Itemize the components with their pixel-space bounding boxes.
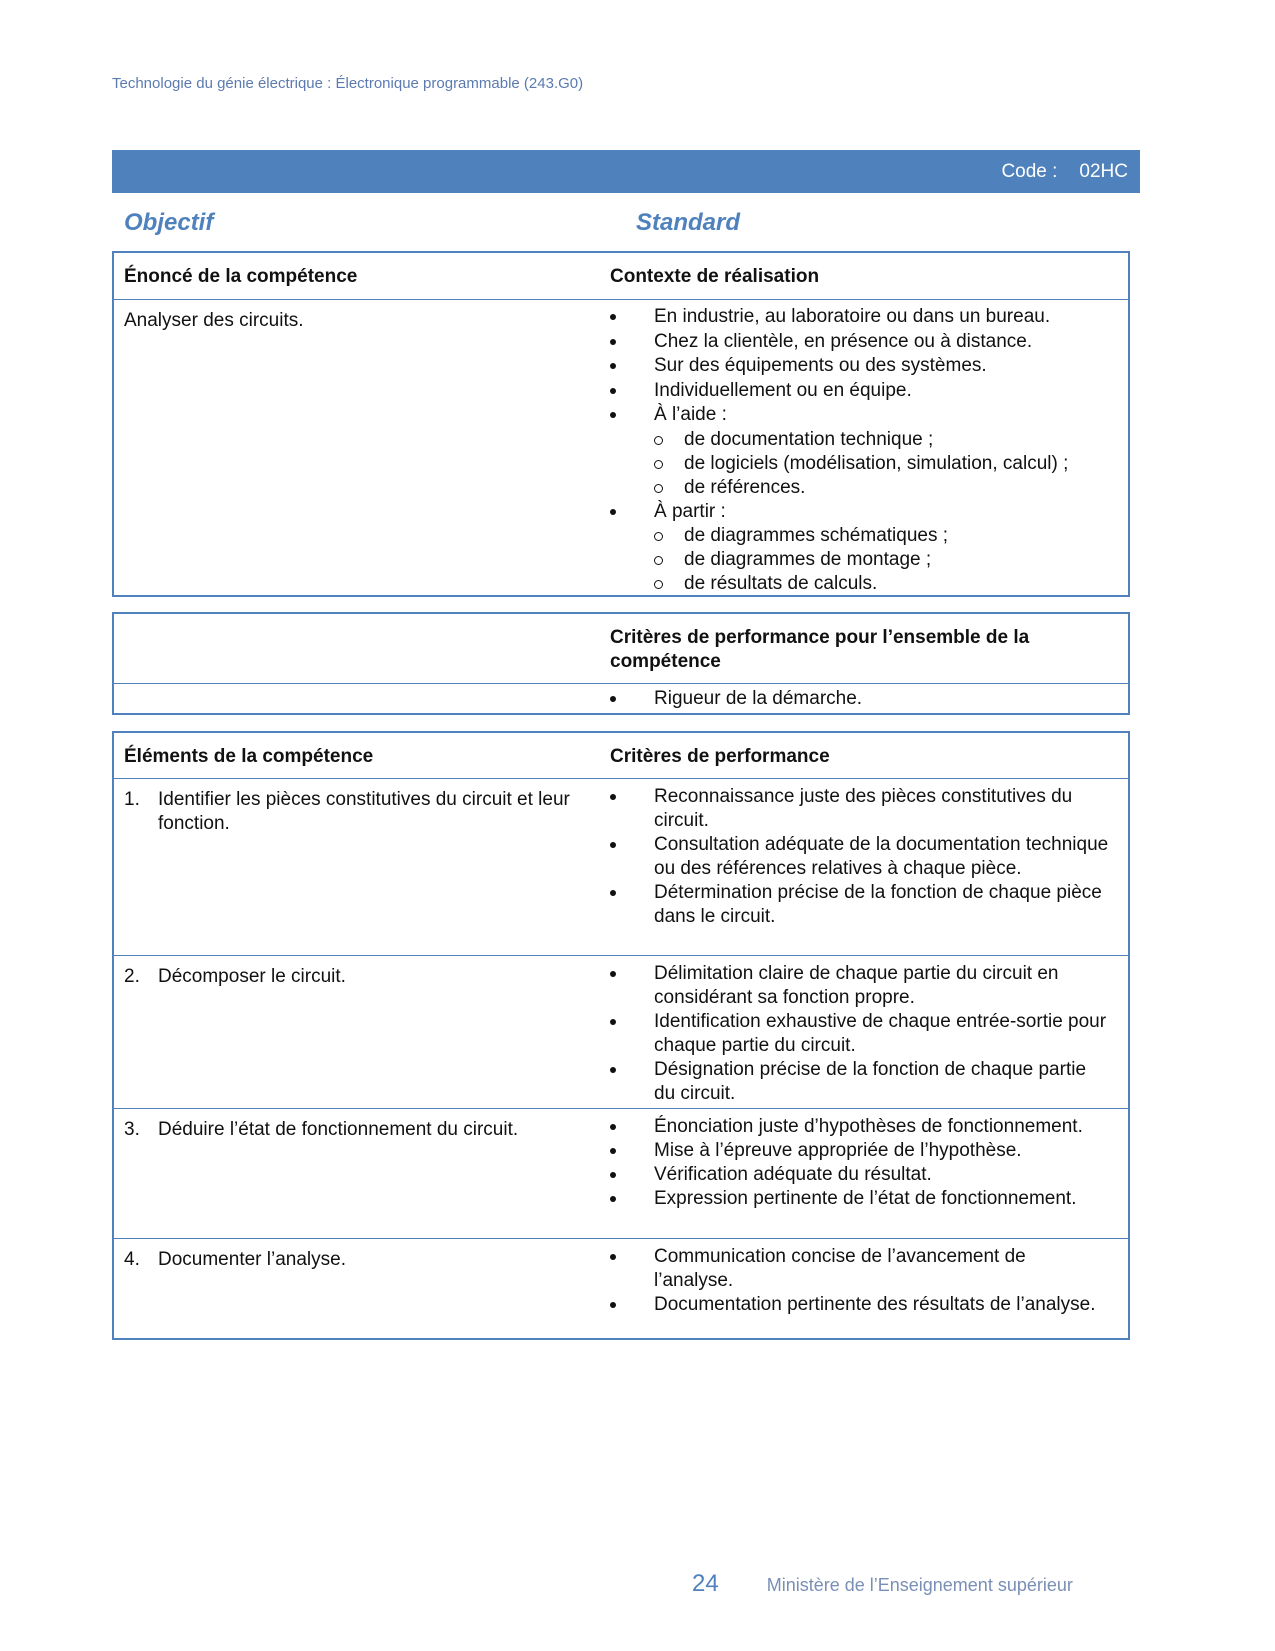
list-item: À partir : de diagrammes schématiques ; de diagrammes de montage ; de résultats de calculs. bbox=[610, 500, 1110, 597]
overall-criteria-list bbox=[610, 687, 1110, 712]
bullet-icon bbox=[610, 1067, 616, 1073]
list-item: Détermination précise de la fonction de chaque pièce dans le circuit. bbox=[610, 881, 1110, 929]
bullet-icon bbox=[610, 1172, 616, 1178]
list-item: Rigueur de la démarche. bbox=[610, 687, 1110, 712]
competence-statement-table bbox=[112, 251, 1130, 597]
context-sublist-aide bbox=[654, 428, 1110, 500]
list-item: Individuellement ou en équipe. bbox=[610, 379, 1110, 404]
list-item: Expression pertinente de l’état de fonctionnement. bbox=[610, 1187, 1110, 1211]
table-row bbox=[114, 956, 1128, 1109]
circle-bullet-icon bbox=[654, 532, 663, 541]
sub-list-item: de documentation technique ; bbox=[654, 428, 1110, 452]
element-text: 4. Documenter l’analyse. bbox=[124, 1249, 346, 1270]
bullet-icon bbox=[610, 842, 616, 848]
sub-list-item: de références. bbox=[654, 476, 1110, 500]
element-text: 3. Déduire l’état de fonctionnement du circuit. bbox=[124, 1119, 519, 1140]
elements-table-header bbox=[114, 733, 1128, 779]
circle-bullet-icon bbox=[654, 580, 663, 589]
bullet-icon bbox=[610, 971, 616, 977]
bullet-icon bbox=[610, 1124, 616, 1130]
bullet-icon bbox=[610, 339, 616, 345]
sub-list-item: de logiciels (modélisation, simulation, calcul) ; bbox=[654, 452, 1110, 476]
criteria-list bbox=[610, 785, 1110, 929]
table-row bbox=[114, 1109, 1128, 1239]
list-item: Vérification adéquate du résultat. bbox=[610, 1163, 1110, 1187]
list-item: Délimitation claire de chaque partie du circuit en considérant sa fonction propre. bbox=[610, 962, 1110, 1010]
competence-statement: Analyser des circuits. bbox=[124, 310, 304, 331]
list-item: Documentation pertinente des résultats de l’analyse. bbox=[610, 1293, 1110, 1317]
objective-heading: Objectif bbox=[124, 209, 214, 236]
document-header-title: Technologie du génie électrique : Électronique programmable (243.G0) bbox=[112, 75, 584, 92]
standard-heading: Standard bbox=[636, 209, 741, 236]
list-item: Reconnaissance juste des pièces constitutives du circuit. bbox=[610, 785, 1110, 833]
ministry-name: Ministère de l’Enseignement supérieur bbox=[766, 1575, 1073, 1595]
list-item: Communication concise de l’avancement de l’analyse. bbox=[610, 1245, 1110, 1293]
list-item: Désignation précise de la fonction de chaque partie du circuit. bbox=[610, 1058, 1110, 1106]
overall-criteria-title: Critères de performance pour l’ensemble de la compétence bbox=[610, 627, 1030, 672]
list-item: À l’aide : de documentation technique ; de logiciels (modélisation, simulation, calcul) ; de références. bbox=[610, 403, 1110, 500]
sub-list-item: de résultats de calculs. bbox=[654, 572, 1110, 596]
list-item: Consultation adéquate de la documentation technique ou des références relatives à chaque pièce. bbox=[610, 833, 1110, 881]
elements-header: Éléments de la compétence bbox=[124, 746, 374, 767]
overall-criteria-table bbox=[112, 612, 1130, 715]
bullet-icon bbox=[610, 1196, 616, 1202]
code-label: Code : bbox=[1001, 161, 1058, 182]
overall-criteria-header bbox=[114, 614, 1128, 684]
criteria-header: Critères de performance bbox=[610, 746, 830, 767]
list-item: Énonciation juste d’hypothèses de fonctionnement. bbox=[610, 1115, 1110, 1139]
page-number: 24 bbox=[692, 1570, 719, 1597]
list-item: Identification exhaustive de chaque entrée-sortie pour chaque partie du circuit. bbox=[610, 1010, 1110, 1058]
context-sublist-partir bbox=[654, 524, 1110, 596]
criteria-list bbox=[610, 1245, 1110, 1317]
bullet-icon bbox=[610, 1148, 616, 1154]
element-text: 1. Identifier les pièces constitutives du circuit et leur fonction. bbox=[124, 789, 570, 834]
table-row bbox=[114, 779, 1128, 956]
list-item: En industrie, au laboratoire ou dans un bureau. bbox=[610, 305, 1110, 330]
list-item: Chez la clientèle, en présence ou à distance. bbox=[610, 330, 1110, 355]
table-row bbox=[114, 1239, 1128, 1339]
bullet-icon bbox=[610, 388, 616, 394]
circle-bullet-icon bbox=[654, 436, 663, 445]
bullet-icon bbox=[610, 314, 616, 320]
competency-code bbox=[1001, 161, 1128, 183]
statement-header: Énoncé de la compétence bbox=[124, 266, 358, 287]
page-footer bbox=[692, 1570, 1073, 1598]
bullet-icon bbox=[610, 509, 616, 515]
circle-bullet-icon bbox=[654, 556, 663, 565]
bullet-icon bbox=[610, 1019, 616, 1025]
competence-table-header bbox=[114, 253, 1128, 300]
context-list bbox=[610, 305, 1110, 596]
code-value: 02HC bbox=[1079, 161, 1128, 182]
bullet-icon bbox=[610, 794, 616, 800]
bullet-icon bbox=[610, 412, 616, 418]
circle-bullet-icon bbox=[654, 460, 663, 469]
sub-list-item: de diagrammes de montage ; bbox=[654, 548, 1110, 572]
list-item: Sur des équipements ou des systèmes. bbox=[610, 354, 1110, 379]
bullet-icon bbox=[610, 1302, 616, 1308]
circle-bullet-icon bbox=[654, 484, 663, 493]
element-text: 2. Décomposer le circuit. bbox=[124, 966, 346, 987]
bullet-icon bbox=[610, 1254, 616, 1260]
criteria-list bbox=[610, 1115, 1110, 1211]
bullet-icon bbox=[610, 696, 616, 702]
sub-list-item: de diagrammes schématiques ; bbox=[654, 524, 1110, 548]
bullet-icon bbox=[610, 890, 616, 896]
code-band bbox=[112, 150, 1140, 193]
list-item: Mise à l’épreuve appropriée de l’hypothèse. bbox=[610, 1139, 1110, 1163]
context-header: Contexte de réalisation bbox=[610, 266, 820, 287]
criteria-list bbox=[610, 962, 1110, 1106]
elements-table bbox=[112, 731, 1130, 1340]
bullet-icon bbox=[610, 363, 616, 369]
